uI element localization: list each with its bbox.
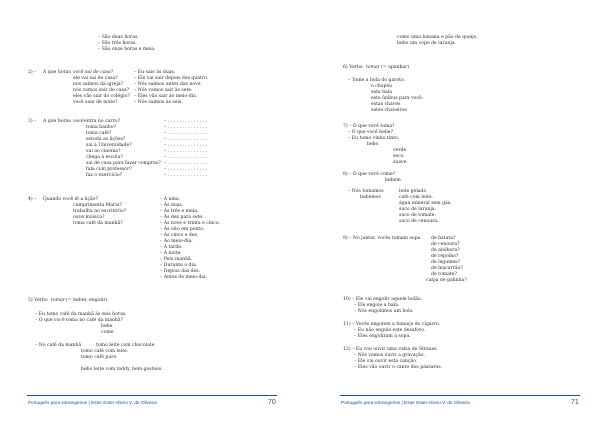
example-line: café com leite.	[399, 195, 434, 200]
example-line: seco.	[393, 154, 405, 159]
answer-text: – Às três e meia.	[160, 209, 199, 214]
exercise-title: 5) Verbo	[28, 298, 48, 303]
page-number: 70	[268, 399, 276, 406]
question-text: toma café?	[86, 131, 112, 136]
example-line: – Nós tomamos	[348, 189, 384, 194]
footer-text: Português para estrangeiros | Ester Ester Abreu V. de Oliveira	[28, 400, 157, 405]
answer-text: – Nós saímos antes das nove.	[134, 82, 202, 87]
example-line: 12) – Eu vou ouvir uma valsa de Strauss.	[343, 347, 438, 352]
example-line: – Eles engoliram a sopa.	[354, 334, 411, 339]
example-line: de repolho?	[431, 254, 459, 259]
answer-text: – Eles vão sair ao meio-dia.	[134, 94, 198, 99]
example-line: – Eles vão ouvir o canto dos pássaros.	[354, 365, 443, 370]
answer-text: – À tarde.	[160, 245, 183, 250]
example-line: – Eu tomo café da manhã às seis horas.	[35, 312, 127, 317]
question-italic: você	[73, 119, 84, 124]
example-line: de legumes?	[431, 260, 461, 265]
answer-text: – Às nove e trinta e cinco.	[160, 221, 220, 226]
example-line: de batata?	[431, 236, 456, 241]
example-line: de cenoura?	[431, 242, 460, 247]
example-line: – Tome a bola do garoto.	[348, 78, 406, 83]
answer-text: – Nós vamos sair às sete.	[134, 88, 193, 93]
exercise-title: 6) Verbo	[343, 65, 363, 70]
example-line: esta bala	[371, 90, 393, 95]
example-line: – Eu tomo vinho tinto.	[348, 136, 400, 141]
answer-text: – À noite.	[160, 251, 182, 256]
example-line: de macarrão?	[431, 266, 463, 271]
answer-blank: – . . . . . . . . . . . . . .	[164, 125, 208, 130]
example-line: – Ele engole a bala.	[354, 303, 400, 308]
example-line: – Nós engolimos um bolo.	[354, 309, 414, 314]
example-line: bebem	[385, 178, 401, 183]
answer-text: – Durante o dia.	[160, 263, 198, 268]
example-line: 7) – O que você toma?	[343, 124, 395, 129]
example-line: como uma banana e pão de queijo.	[397, 35, 478, 40]
example-line: suco de laranja.	[399, 207, 436, 212]
question-text: toma banho?	[86, 125, 116, 130]
footer-text: Português para estrangeiros | Ester Ester Abreu V. de Oliveira	[341, 400, 470, 405]
question-text: fala com professor?	[86, 167, 132, 172]
question-text: ouve música?	[73, 215, 105, 220]
example-line: – O que você toma no café da manhã?	[35, 318, 124, 323]
question-text: A que horas	[43, 70, 71, 75]
answer-blank: – . . . . . . . . . . . . . .	[164, 173, 208, 178]
example-line: tomo leite com chocolate.	[96, 343, 156, 348]
answer-text: – Pela manhã.	[160, 257, 193, 262]
answer-blank: – . . . . . . . . . . . . . .	[164, 137, 208, 142]
question-text: sai à Universidade?	[86, 143, 132, 148]
example-line: leite gelado	[399, 189, 427, 194]
example-line: este ônibus para você.	[371, 96, 424, 101]
answer-text: – Eu saio às duas.	[134, 70, 176, 75]
example-line: – Nós vamos ouvir a gravação.	[354, 353, 425, 358]
example-line: suco de cenoura.	[399, 219, 439, 224]
example-line: – O que você bebe?	[348, 130, 393, 135]
answer-blank: – . . . . . . . . . . . . . .	[164, 131, 208, 136]
example-line: estes chaveiros	[371, 108, 407, 113]
example-line: come	[101, 330, 114, 335]
question-text: entra no carro?	[84, 119, 121, 124]
question-text: estuda as lições?	[86, 137, 126, 142]
example-line: de tomate?	[431, 272, 457, 277]
question-text: ele vai sai de casa?	[73, 76, 118, 81]
answer-blank: – . . . . . . . . . . . . . .	[164, 119, 208, 124]
exercise-title: (= apanhar)	[381, 65, 410, 70]
answer-blank: – . . . . . . . . . . . . . .	[164, 161, 208, 166]
page-number: 71	[571, 399, 579, 406]
example-line: tomo café com leite.	[81, 349, 129, 354]
question-text: chega à escola?	[86, 155, 123, 160]
answer-text: – Às duas.	[160, 203, 184, 208]
question-text: você saiu de noite?	[73, 100, 118, 105]
answer-text: – À uma.	[160, 197, 181, 202]
question-italic: você sai de casa?	[73, 70, 114, 75]
example-line: verde	[393, 148, 407, 153]
verb-italic: tomar	[366, 65, 380, 70]
question-text: vai ao cinema?	[86, 149, 121, 154]
answer-blank: – . . . . . . . . . . . . . .	[164, 167, 208, 172]
exercise-number: 4) –	[28, 197, 37, 202]
answer-text: – Antes do meio-dia.	[160, 275, 208, 280]
time-answer: – São onze horas e meia.	[98, 47, 156, 52]
answer-blank: – . . . . . . . . . . . . . .	[164, 143, 208, 148]
question-text: trabalha no escritório?	[73, 209, 127, 214]
question-text: toma café da manhã?	[73, 221, 123, 226]
question-text: nós vamos sair de casa?	[73, 88, 130, 93]
answer-text: – Às cinco e dez.	[160, 233, 199, 238]
answer-blank: – . . . . . . . . . . . . . .	[164, 149, 208, 154]
example-line: – No café da manhã	[35, 343, 82, 348]
question-text: eles vão sair do colégio?	[73, 94, 130, 99]
right-page	[300, 0, 600, 424]
example-line: – Eu não engulo este desaforo.	[354, 328, 426, 333]
question-text: Quando você lê a lição?	[43, 197, 99, 202]
answer-text: – Ao meio-dia.	[160, 239, 193, 244]
exercise-title: (= beber, engolir)	[66, 298, 108, 303]
answer-blank: – . . . . . . . . . . . . . .	[164, 155, 208, 160]
example-line: bebo um copo de laranja.	[397, 41, 456, 46]
exercise-number: 2) –	[28, 70, 37, 75]
example-line: – Ele vai ouvir esta canção.	[354, 359, 418, 364]
footer-rule	[340, 395, 580, 396]
example-line: canja de galinha?	[426, 278, 467, 283]
question-text: faz o exercício?	[86, 173, 123, 178]
example-line: 10) – Ele vai engolir aquele bolão.	[343, 297, 423, 302]
question-text: cumprimenta Maria?	[73, 203, 122, 208]
answer-text: – Nós saímos às seis.	[134, 100, 183, 105]
answer-text: – Às dez para sete.	[160, 215, 204, 220]
example-line: 11) – Vocês engolem a fumaça do cigarro.	[343, 322, 441, 327]
example-line: tomo café puro.	[81, 355, 118, 360]
example-line: bebe	[101, 324, 113, 329]
example-line: água mineral sem gás.	[399, 201, 452, 206]
example-line: suave.	[393, 160, 408, 165]
example-line: bebemos	[360, 195, 381, 200]
example-line: bebo leite com toddy, bem gostoso.	[81, 367, 163, 372]
question-text: A que horas	[43, 119, 71, 124]
example-line: 9) – No jantar, vocês tomam sopa	[343, 236, 421, 241]
question-text: sai de casa para fazer compras?	[86, 161, 161, 166]
example-line: estas chaves	[371, 102, 401, 107]
example-line: de abóbora?	[431, 248, 460, 253]
verb-italic: tomar	[51, 298, 65, 303]
time-answer: – São três horas.	[98, 41, 137, 46]
question-text: nós saímos da igreja?	[73, 82, 124, 87]
exercise-number: 3) –	[28, 119, 37, 124]
answer-text: – Às oito em ponto.	[160, 227, 205, 232]
time-answer: – São duas horas.	[98, 35, 139, 40]
example-line: suco de tomate.	[399, 213, 436, 218]
answer-text: – Ele vai sair depois das quatro.	[134, 76, 209, 81]
footer-rule	[27, 395, 277, 396]
example-line: o chapéu	[371, 84, 393, 89]
example-line: 8) – O que você come?	[343, 172, 396, 177]
example-line: bebo	[367, 142, 379, 147]
answer-text: – Depois das dez.	[160, 269, 201, 274]
